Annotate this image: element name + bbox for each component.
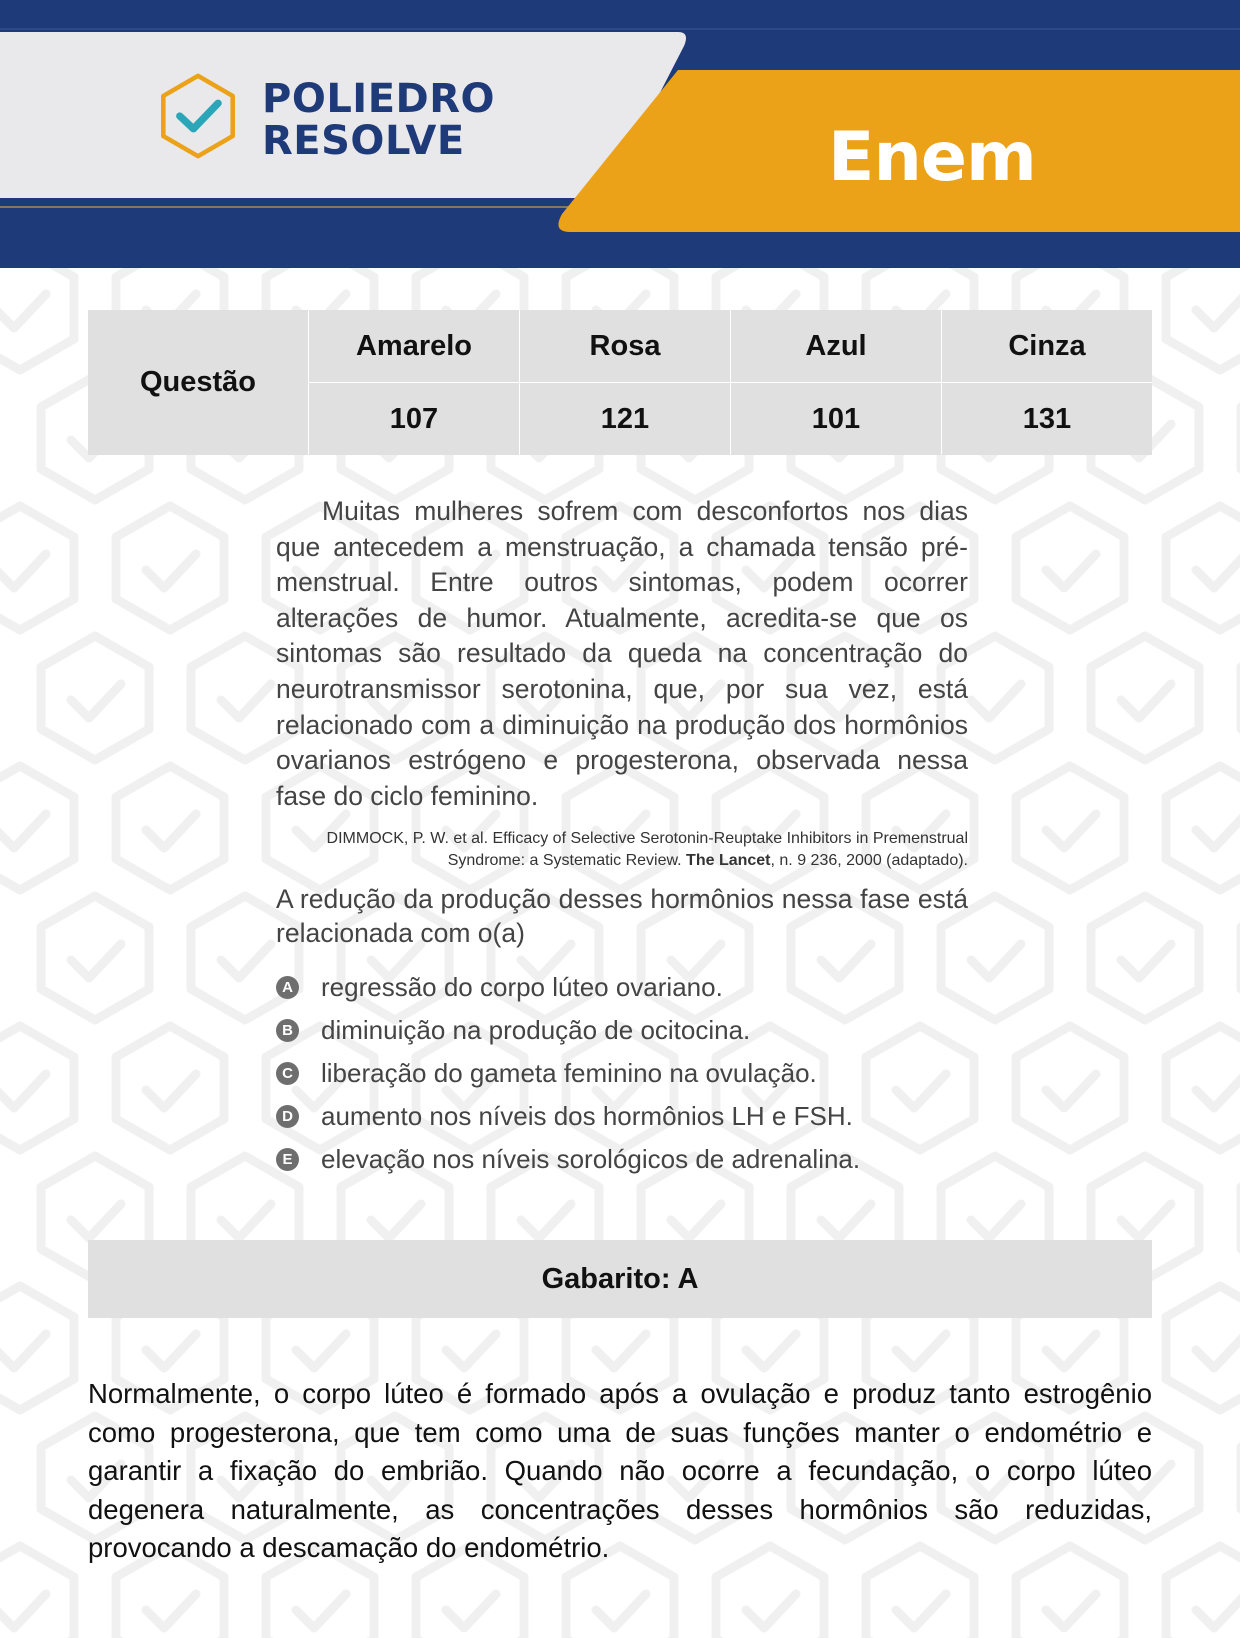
citation-details: , n. 9 236, 2000 (adaptado).: [770, 852, 968, 870]
option-letter-badge: C: [276, 1062, 299, 1085]
pattern-hexagon-check-icon: [0, 268, 74, 370]
pattern-hexagon-check-icon: [1016, 506, 1124, 630]
pattern-hexagon-check-icon: [0, 1026, 74, 1150]
question-row-label: Questão: [88, 310, 308, 455]
pattern-hexagon-check-icon: [1016, 766, 1124, 890]
pattern-hexagon-check-icon: [1166, 766, 1240, 890]
option-a: [276, 966, 968, 1009]
question-number-table: [88, 310, 1152, 454]
pattern-hexagon-check-icon: [1091, 896, 1199, 1020]
column-header: Cinza: [942, 310, 1152, 382]
logo-line-1: POLIEDRO: [262, 76, 496, 122]
logo-line-2: RESOLVE: [262, 118, 465, 164]
hexagon-check-icon: [156, 70, 240, 162]
pattern-hexagon-check-icon: [41, 896, 149, 1020]
question-body: [276, 494, 968, 1181]
question-number: 121: [520, 383, 730, 455]
option-letter-badge: B: [276, 1019, 299, 1042]
option-text: regressão do corpo lúteo ovariano.: [321, 972, 723, 1003]
answer-key-banner: Gabarito: A: [88, 1240, 1152, 1318]
exam-title: Enem: [828, 118, 1036, 197]
question-number: 101: [731, 383, 941, 455]
pattern-hexagon-check-icon: [116, 766, 224, 890]
option-letter-badge: D: [276, 1105, 299, 1128]
pattern-hexagon-check-icon: [116, 1026, 224, 1150]
question-prompt: A redução da produção desses hormônios nessa fase está relacionada com o(a): [276, 884, 968, 949]
option-text: diminuição na produção de ocitocina.: [321, 1015, 751, 1046]
column-header: Rosa: [520, 310, 730, 382]
pattern-hexagon-check-icon: [41, 636, 149, 760]
answer-explanation: Normalmente, o corpo lúteo é formado após a ovulação e produz tanto estrogênio como progesterona, que tem como uma de suas funções manter o endométrio e garantir a fixação do embrião. Quando não ocorre a fecundação, o corpo lúteo degenera naturalmente, as concentrações desses hormônios são reduzidas, provocando a descamação do endométrio.: [88, 1378, 1152, 1564]
citation-journal: The Lancet: [686, 852, 771, 870]
pattern-hexagon-check-icon: [1166, 1286, 1240, 1410]
pattern-hexagon-check-icon: [0, 1286, 74, 1410]
pattern-hexagon-check-icon: [1016, 1026, 1124, 1150]
citation-line-1: DIMMOCK, P. W. et al. Efficacy of Selective Serotonin-Reuptake Inhibitors in Premenstrual: [326, 830, 968, 848]
question-number: 107: [309, 383, 519, 455]
option-d: [276, 1095, 968, 1138]
pattern-hexagon-check-icon: [0, 766, 74, 890]
answer-options: [276, 966, 968, 1181]
column-header: Azul: [731, 310, 941, 382]
option-letter-badge: E: [276, 1148, 299, 1171]
pattern-hexagon-check-icon: [0, 506, 74, 630]
question-number: 131: [942, 383, 1152, 455]
option-letter-badge: A: [276, 976, 299, 999]
pattern-hexagon-check-icon: [116, 506, 224, 630]
citation-title: Syndrome: a Systematic Review.: [447, 852, 682, 870]
option-text: aumento nos níveis dos hormônios LH e FSH.: [321, 1101, 853, 1132]
pattern-hexagon-check-icon: [1166, 1546, 1240, 1638]
option-text: elevação nos níveis sorológicos de adrenalina.: [321, 1144, 861, 1175]
pattern-hexagon-check-icon: [1166, 506, 1240, 630]
question-text: Muitas mulheres sofrem com desconfortos nos dias que antecedem a menstruação, a chamada tensão pré-menstrual. Entre outros sintomas, podem ocorrer alterações de humor. Atualmente, acredita-se que os sintomas são resultado da queda na concentração do neurotransmissor serotonina, que, por sua vez, está relacionado com a diminuição na produção dos hormônios ovarianos estrógeno e progesterona, observada nessa fase do ciclo feminino.: [276, 496, 968, 811]
option-e: [276, 1138, 968, 1181]
option-c: [276, 1052, 968, 1095]
citation: [276, 828, 968, 872]
column-header: Amarelo: [309, 310, 519, 382]
pattern-hexagon-check-icon: [1091, 636, 1199, 760]
pattern-hexagon-check-icon: [0, 1546, 74, 1638]
pattern-hexagon-check-icon: [1166, 1026, 1240, 1150]
pattern-hexagon-check-icon: [1166, 268, 1240, 370]
logo-text: [262, 78, 495, 162]
header-banner: [0, 0, 1240, 268]
option-b: [276, 1009, 968, 1052]
citation-line-2: [276, 850, 968, 872]
option-text: liberação do gameta feminino na ovulação.: [321, 1058, 817, 1089]
